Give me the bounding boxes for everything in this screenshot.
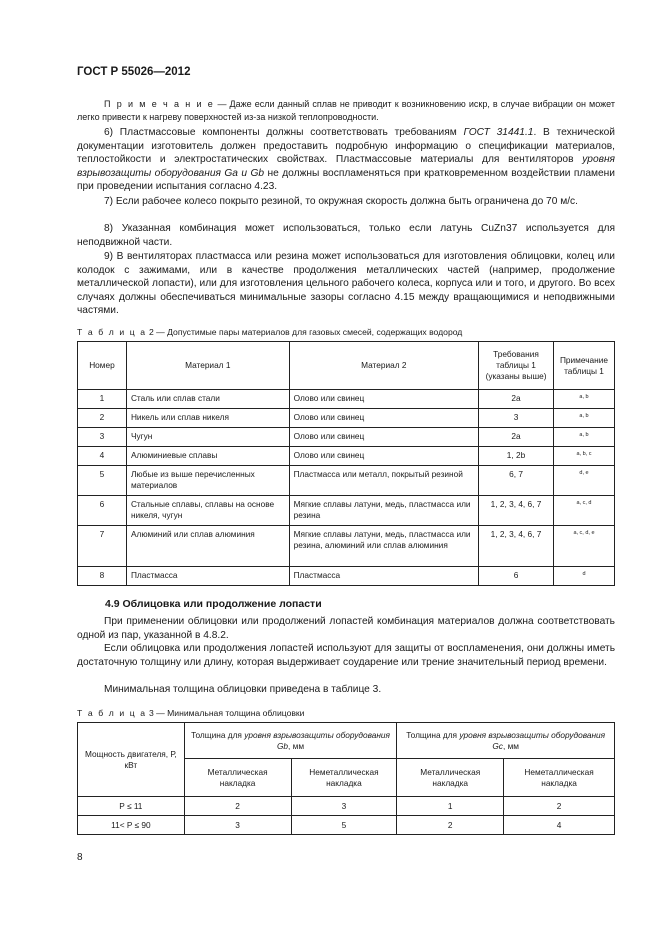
section-4-9-heading: 4.9 Облицовка или продолжение лопасти bbox=[105, 598, 322, 610]
table2-body bbox=[78, 390, 615, 586]
table2-cell: 2a bbox=[479, 428, 554, 447]
section-4-9-p1: При применении облицовки или продолжений лопастей комбинация материалов должна соответствовать одной из пар, указанной в 4.8.2. bbox=[77, 616, 615, 641]
table3-cell: 2 bbox=[397, 816, 504, 835]
table3-cell: 3 bbox=[291, 797, 397, 816]
table2-cell: Пластмасса bbox=[126, 567, 289, 586]
table2-cell: 1, 2, 3, 4, 6, 7 bbox=[479, 496, 554, 526]
table3-group-gb bbox=[184, 723, 397, 759]
table3-cell: 1 bbox=[397, 797, 504, 816]
table3-group-gc bbox=[397, 723, 615, 759]
table2-cell: 6 bbox=[78, 496, 127, 526]
table2-cell: d bbox=[553, 567, 614, 586]
table3-gb-text-b: , мм bbox=[288, 740, 305, 751]
table2-cell: 6 bbox=[479, 567, 554, 586]
note-label: П р и м е ч а н и е bbox=[104, 99, 215, 109]
item-6-text-a: 6) Пластмассовые компоненты должны соответствовать требованиям bbox=[104, 127, 464, 138]
table2-cell: a, b bbox=[553, 409, 614, 428]
table2-row bbox=[78, 496, 615, 526]
table2-cell: 1 bbox=[78, 390, 127, 409]
table3-subheader-cell: Металлическая накладка bbox=[184, 759, 291, 797]
table2-cell: Чугун bbox=[126, 428, 289, 447]
table3-cell: 5 bbox=[291, 816, 397, 835]
table2-row bbox=[78, 567, 615, 586]
table3-caption-text: 3 — Минимальная толщина облицовки bbox=[146, 708, 305, 718]
item-6-text-c: не должны воспламеняться при кратковременном воздействии пламени при проведении испытания согласно 4.23. bbox=[77, 167, 616, 193]
table3-caption bbox=[77, 708, 304, 718]
table3-gb-text-a: Толщина для bbox=[191, 729, 245, 740]
table2-row bbox=[78, 466, 615, 496]
table2 bbox=[77, 341, 615, 586]
table2-row bbox=[78, 390, 615, 409]
item-6-text-b: . В технической документации изготовитель должен предоставить подробную информацию о спецификации материалов, теплостойкости и электростатических свойствах. Пластмассовые материалы для вентиляторов bbox=[77, 127, 615, 166]
item-8: 8) Указанная комбинация может использоваться, только если латунь CuZn37 используется для неподвижной части. bbox=[77, 223, 615, 248]
table2-row bbox=[78, 447, 615, 466]
table2-cell: 5 bbox=[78, 466, 127, 496]
table3-cell: P ≤ 11 bbox=[78, 797, 185, 816]
table2-cell: 2 bbox=[78, 409, 127, 428]
table3-cell: 2 bbox=[184, 797, 291, 816]
table2-header-cell: Номер bbox=[78, 342, 127, 390]
table2-header-row bbox=[78, 342, 615, 390]
item-6-ref: ГОСТ 31441.1 bbox=[463, 127, 534, 138]
item-9: 9) В вентиляторах пластмасса или резина может использоваться для изготовления облицовки, колец или колодок с зажимами, или в качестве продолжения металлических частей (например, продолжение металлической лопасти), или для изготовления цельного рабочего колеса, корпуса или и того, и другого. Во всех случаях должны обеспечиваться минимальные зазоры согласно 4.15 между вращающимися и неподвижными частями. bbox=[77, 251, 615, 317]
table2-cell: 4 bbox=[78, 447, 127, 466]
table3 bbox=[77, 722, 615, 835]
table2-cell: Сталь или сплав стали bbox=[126, 390, 289, 409]
table2-cell: a, c, d bbox=[553, 496, 614, 526]
table3-cell: 11< P ≤ 90 bbox=[78, 816, 185, 835]
table3-caption-label: Т а б л и ц а bbox=[77, 708, 147, 718]
table2-cell: Алюминиевые сплавы bbox=[126, 447, 289, 466]
table2-cell: Любые из выше перечисленных материалов bbox=[126, 466, 289, 496]
table2-cell: 6, 7 bbox=[479, 466, 554, 496]
table2-cell: Олово или свинец bbox=[289, 409, 478, 428]
item-7: 7) Если рабочее колесо покрыто резиной, то окружная скорость должна быть ограничена до 70 м/с. bbox=[104, 196, 578, 207]
table2-cell: Олово или свинец bbox=[289, 447, 478, 466]
table2-caption-text: 2 — Допустимые пары материалов для газовых смесей, содержащих водород bbox=[146, 327, 463, 337]
table3-subheader-cell: Неметаллическая накладка bbox=[504, 759, 615, 797]
table3-gc-text-b: , мм bbox=[502, 740, 519, 751]
table2-header-cell: Материал 1 bbox=[126, 342, 289, 390]
table2-caption-label: Т а б л и ц а bbox=[77, 327, 147, 337]
table3-gc-italic: уровня взрывозащиты оборудования Gc bbox=[459, 729, 606, 751]
document-header: ГОСТ Р 55026—2012 bbox=[77, 66, 191, 78]
table2-header-cell: Материал 2 bbox=[289, 342, 478, 390]
table2-cell: 2a bbox=[479, 390, 554, 409]
page-number: 8 bbox=[77, 852, 83, 863]
table2-cell: Никель или сплав никеля bbox=[126, 409, 289, 428]
table2-caption bbox=[77, 327, 462, 337]
table2-cell: Пластмасса bbox=[289, 567, 478, 586]
note-text: — Даже если данный сплав не приводит к возникновению искр, в случае вибрации он может легко привести к нагреву поверхностей из-за низкой теплопроводности. bbox=[77, 99, 616, 122]
table2-cell: Олово или свинец bbox=[289, 390, 478, 409]
table3-gc-text-a: Толщина для bbox=[406, 729, 460, 740]
table2-cell: 3 bbox=[78, 428, 127, 447]
table2-cell: Пластмасса или металл, покрытый резиной bbox=[289, 466, 478, 496]
table2-cell: d, e bbox=[553, 466, 614, 496]
item-6 bbox=[77, 126, 615, 194]
table2-cell: a, b bbox=[553, 428, 614, 447]
table2-cell: Стальные сплавы, сплавы на основе никеля, чугун bbox=[126, 496, 289, 526]
table2-cell: Мягкие сплавы латуни, медь, пластмасса или резина, алюминий или сплав алюминия bbox=[289, 526, 478, 567]
table3-cell: 3 bbox=[184, 816, 291, 835]
table2-cell: Алюминий или сплав алюминия bbox=[126, 526, 289, 567]
table3-cell: 2 bbox=[504, 797, 615, 816]
table3-header-row bbox=[78, 723, 615, 759]
table2-row bbox=[78, 526, 615, 567]
table3-row bbox=[78, 816, 615, 835]
item-6-italic: уровня взрывозащиты оборудования Ga и Gb bbox=[77, 154, 615, 179]
table3-subheader-cell: Неметаллическая накладка bbox=[291, 759, 397, 797]
section-4-9-p3: Минимальная толщина облицовки приведена в таблице 3. bbox=[104, 684, 382, 695]
note-paragraph bbox=[77, 98, 615, 123]
table2-cell: a, c, d, e bbox=[553, 526, 614, 567]
table2-cell: 1, 2, 3, 4, 6, 7 bbox=[479, 526, 554, 567]
table3-power-header: Мощность двигателя, Р, кВт bbox=[78, 723, 185, 797]
table2-cell: Олово или свинец bbox=[289, 428, 478, 447]
table2-cell: 7 bbox=[78, 526, 127, 567]
table2-header-cell: Требования таблицы 1 (указаны выше) bbox=[479, 342, 554, 390]
table2-cell: 1, 2b bbox=[479, 447, 554, 466]
table2-cell: 8 bbox=[78, 567, 127, 586]
table3-row bbox=[78, 797, 615, 816]
table3-gb-italic: уровня взрывозащиты оборудования Gb bbox=[244, 729, 390, 751]
table2-cell: Мягкие сплавы латуни, медь, пластмасса или резина bbox=[289, 496, 478, 526]
table3-cell: 4 bbox=[504, 816, 615, 835]
table2-header-cell: Примечание таблицы 1 bbox=[553, 342, 614, 390]
table2-row bbox=[78, 409, 615, 428]
section-4-9-p2: Если облицовка или продолжения лопастей используют для защиты от воспламенения, они должны иметь достаточную толщину или длину, которая выдерживает соударение или трение значительный период времени. bbox=[77, 643, 615, 668]
table2-cell: a, b, c bbox=[553, 447, 614, 466]
table3-subheader-cell: Металлическая накладка bbox=[397, 759, 504, 797]
table2-cell: 3 bbox=[479, 409, 554, 428]
table2-row bbox=[78, 428, 615, 447]
table3-body bbox=[78, 797, 615, 835]
table2-cell: a, b bbox=[553, 390, 614, 409]
